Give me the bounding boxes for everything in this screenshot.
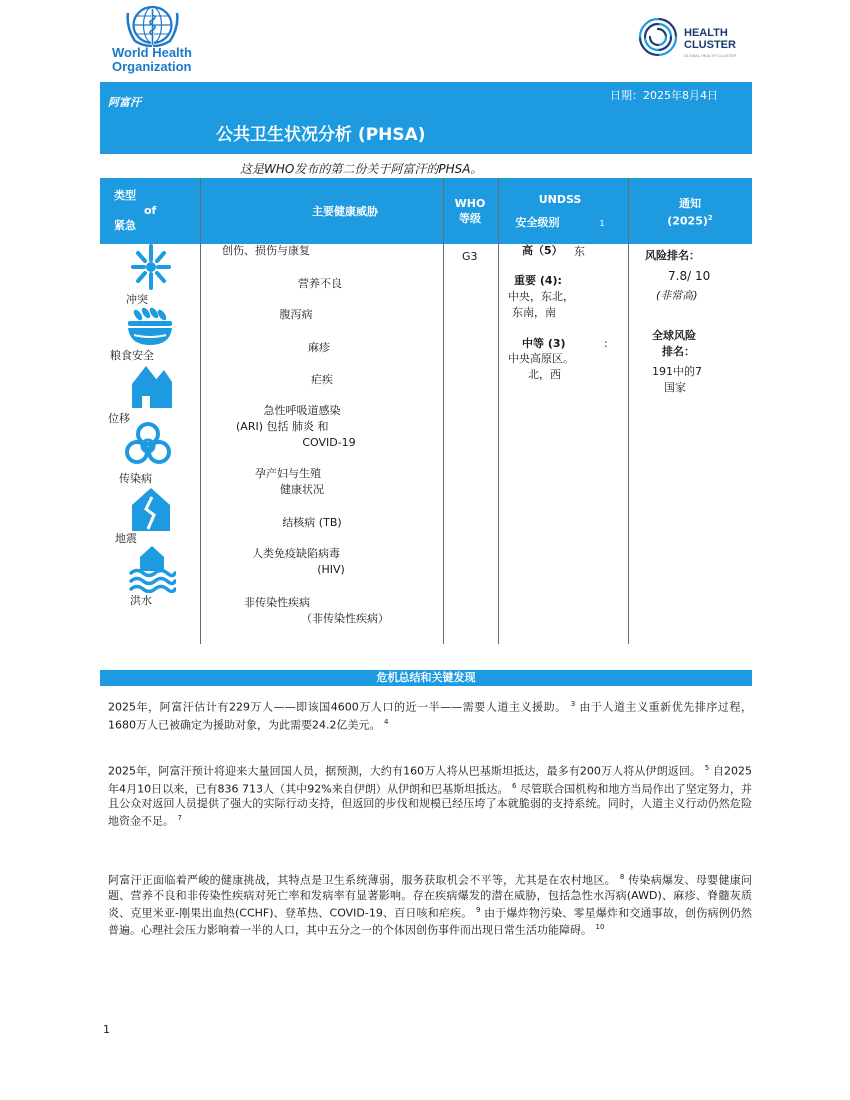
footnote-ref: 8 xyxy=(619,873,625,881)
biohazard-icon xyxy=(124,420,172,470)
col-header-threats: 主要健康威胁 xyxy=(312,205,378,218)
paragraph-text: 阿富汗正面临着严峻的健康挑战，其特点是卫生系统薄弱，服务获取机会不平等，尤其是在农村地区。 xyxy=(108,873,617,887)
threat-line: 孕产妇与生殖 xyxy=(255,467,321,480)
col-undss-label: 安全级别 xyxy=(515,216,560,229)
col-undss-line1: UNDSS xyxy=(538,193,582,206)
inform-global-label-2: 排名： xyxy=(662,345,695,358)
who-emblem-icon xyxy=(125,5,180,47)
col-inform-footnote: 2 xyxy=(707,214,713,222)
report-date: 日期：2025年8月4日 xyxy=(610,89,718,102)
threat-item xyxy=(222,403,382,451)
col-type-line2: of xyxy=(144,204,157,217)
emergency-label-epidemic: 传染病 xyxy=(119,472,152,485)
inform-risk-note: (非常高) xyxy=(656,289,698,302)
undss-high-level: 高（5） xyxy=(522,244,563,257)
paragraph-text: 尽管联合国机构和地方当局作出了坚定努力，并且公众对返回人员提供了强大的实际行动支持，但返回的步伐和规模已经压垮了本就脆弱的支持系统。同时，人道主义行动仍然危险地资金不足。 xyxy=(108,782,753,828)
threat-line: （非传染性疾病） xyxy=(301,612,389,625)
threat-item xyxy=(226,546,366,578)
summary-paragraph-1 xyxy=(108,697,752,732)
who-logo-text xyxy=(112,46,192,74)
food-security-icon xyxy=(124,302,176,352)
threat-line: 结核病 (TB) xyxy=(282,516,342,529)
paragraph-text: 由于人道主义重新优先排序过程，1680万人已被确定为援助对象，为此需要24.2亿美元。 xyxy=(108,700,753,732)
table-header xyxy=(100,178,752,244)
inform-risk-value: 7.8/ 10 xyxy=(668,269,711,283)
threat-line: (HIV) xyxy=(317,563,345,576)
threat-item xyxy=(222,243,342,259)
col-inform-line1: 通知 xyxy=(679,197,701,210)
paragraph-text: 2025年，阿富汗估计有229万人——即该国4600万人口的近一半——需要人道主义援助。 xyxy=(108,700,567,714)
hc-logo-tagline: GLOBAL HEALTH CLUSTER xyxy=(684,53,737,58)
inform-risk-label: 风险排名： xyxy=(645,249,700,262)
page-number: 1 xyxy=(103,1023,110,1036)
col-who-line2: 等级 xyxy=(459,212,481,225)
threat-line: 非传染性疾病 xyxy=(244,596,310,609)
summary-paragraph-2 xyxy=(108,761,752,829)
col-divider-1 xyxy=(200,178,201,644)
paragraph-text: 传染病爆发、母婴健康问题、营养不良和非传染性疾病对死亡率和发病率有显著影响。存在疾病爆发的潜在威胁，包括急性水泻病(AWD)、麻疹、脊髓灰质炎、克里米亚-刚果出血热(CCHF)、登革热、COVID-19、百日咳和疟疾。 xyxy=(108,873,753,920)
col-type-line1: 类型 xyxy=(114,189,136,202)
who-logo-line1: World Health xyxy=(112,45,192,60)
undss-moderate-colon: : xyxy=(604,337,608,350)
footnote-ref: 6 xyxy=(512,781,517,790)
undss-moderate-location-1: 中央高原区。 xyxy=(508,352,574,365)
col-type-line3: 紧急 xyxy=(114,219,136,232)
threat-line: 健康状况 xyxy=(280,483,324,496)
col-divider-4 xyxy=(628,178,629,644)
threat-line: 疟疾 xyxy=(311,373,333,386)
threat-line: 创伤、损伤与康复 xyxy=(222,244,310,257)
health-cluster-logo-text xyxy=(684,27,736,51)
who-logo-line2: Organization xyxy=(112,59,192,74)
threat-line: (ARI) 包括 肺炎 和 xyxy=(236,420,329,433)
emergency-label-displacement: 位移 xyxy=(108,412,130,425)
conflict-icon xyxy=(128,242,174,292)
col-header-undss xyxy=(500,192,620,231)
displacement-icon xyxy=(126,360,174,410)
footnote-ref: 5 xyxy=(704,764,710,772)
summary-heading: 危机总结和关键发现 xyxy=(100,670,752,686)
col-undss-footnote: 1 xyxy=(599,219,605,228)
undss-high-location: 东 xyxy=(574,245,585,258)
paragraph-text: 自2025年4月10日以来，已有836 713人（其中92%来自伊朗）从伊朗和巴基斯坦抵达。 xyxy=(108,764,753,796)
undss-moderate-location-2: 北，西 xyxy=(528,368,561,381)
undss-major-location-1: 中央，东北， xyxy=(508,290,574,303)
flood-icon xyxy=(128,543,176,593)
threat-item xyxy=(252,515,372,531)
threat-item xyxy=(236,595,416,627)
undss-major-level: 重要 (4): xyxy=(514,274,562,287)
hc-logo-line1: HEALTH xyxy=(684,27,728,39)
hc-logo-line2: CLUSTER xyxy=(684,39,736,51)
paragraph-text: 2025年，阿富汗预计将迎来大量回国人员，据预测，大约有160万人将从巴基斯坦抵达，最多有200万人将从伊朗返回。 xyxy=(108,764,702,778)
col-divider-2 xyxy=(443,178,444,644)
col-undss-line2 xyxy=(500,215,620,231)
who-grade-value: G3 xyxy=(462,250,478,263)
footnote-ref: 3 xyxy=(570,700,576,708)
inform-global-value-1: 191中的7 xyxy=(652,365,702,378)
threat-line: 人类免疫缺陷病毒 xyxy=(252,547,340,560)
summary-paragraph-3 xyxy=(108,870,752,938)
inform-global-label-1: 全球风险 xyxy=(652,329,696,342)
emergency-label-flood: 洪水 xyxy=(130,594,152,607)
paragraph-text: 由于爆炸物污染、零星爆炸和交通事故，创伤病例仍然普遍。心理社会压力影响着一半的人口，其中五分之一的个体因创伤事件而出现日常生活功能障碍。 xyxy=(108,906,752,937)
threat-line: 麻疹 xyxy=(308,341,330,354)
threat-line: 营养不良 xyxy=(298,277,342,290)
undss-moderate-level: 中等 (3) xyxy=(522,337,566,350)
threat-item xyxy=(236,307,356,323)
country-name: 阿富汗 xyxy=(108,96,141,109)
col-header-inform xyxy=(640,196,740,229)
threat-line: COVID-19 xyxy=(302,436,356,449)
footnote-ref: 4 xyxy=(384,717,389,726)
footnote-ref: 10 xyxy=(595,923,605,932)
footnote-ref: 7 xyxy=(177,814,182,823)
page-title: 公共卫生状况分析 (PHSA) xyxy=(216,125,426,145)
emergency-label-food-security: 粮食安全 xyxy=(110,349,154,362)
col-inform-line2 xyxy=(640,211,740,229)
col-inform-year: (2025) xyxy=(667,214,708,228)
threat-item xyxy=(262,372,382,388)
col-header-who-grade xyxy=(445,196,495,226)
footnote-ref: 9 xyxy=(476,905,481,914)
health-cluster-swirl-icon xyxy=(636,15,680,59)
threat-line: 急性呼吸道感染 xyxy=(263,404,341,417)
inform-global-value-2: 国家 xyxy=(664,381,686,394)
col-divider-3 xyxy=(498,178,499,644)
header-banner xyxy=(100,82,752,154)
threat-item xyxy=(259,340,379,356)
col-who-line1: WHO xyxy=(454,197,486,210)
emergency-label-conflict: 冲突 xyxy=(126,293,148,306)
threat-item xyxy=(260,276,380,292)
undss-major-location-2: 东南，南 xyxy=(512,306,556,319)
col-header-type xyxy=(114,188,174,233)
earthquake-icon xyxy=(128,484,174,534)
page-subtitle: 这是WHO发布的第二份关于阿富汗的PHSA。 xyxy=(240,162,483,176)
emergency-label-earthquake: 地震 xyxy=(115,532,137,545)
threat-item xyxy=(238,466,338,498)
threat-line: 腹泻病 xyxy=(279,308,313,321)
